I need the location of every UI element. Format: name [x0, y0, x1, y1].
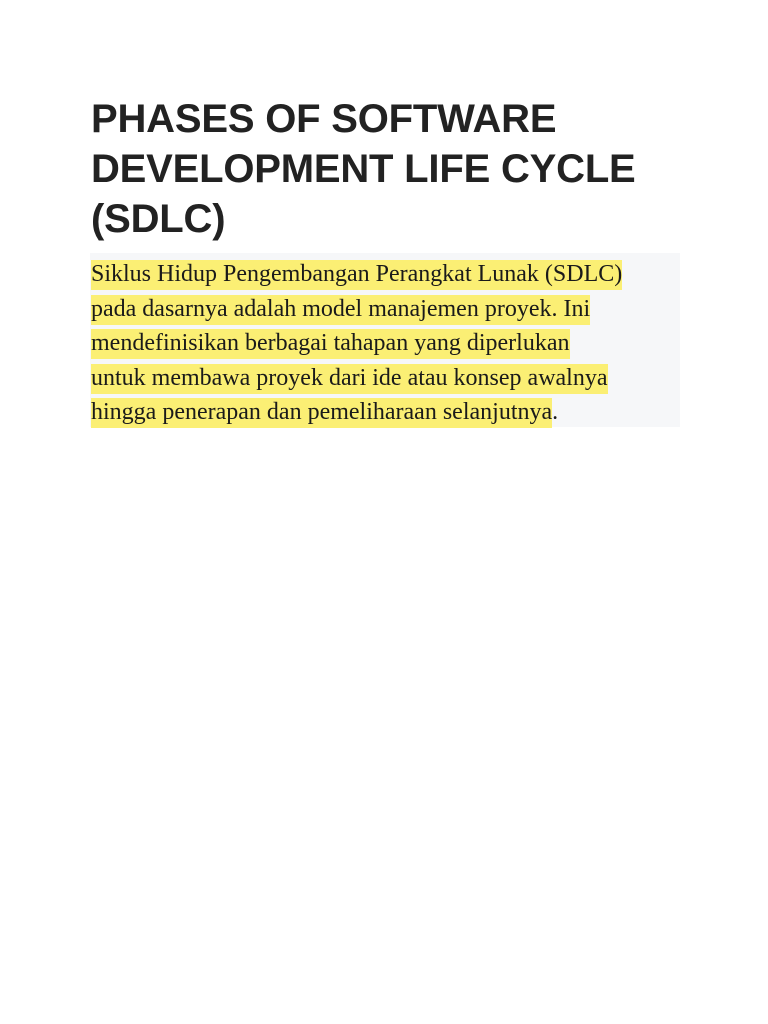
paragraph-line-3	[91, 326, 680, 361]
paragraph-line-2	[91, 292, 680, 327]
paragraph-line-5	[91, 395, 680, 430]
paragraph-block	[90, 253, 680, 427]
highlighted-text: untuk membawa proyek dari ide atau konsep awalnya	[91, 364, 608, 394]
highlighted-text: mendefinisikan berbagai tahapan yang diperlukan	[91, 329, 570, 359]
paragraph-line-1	[91, 257, 680, 292]
title-line-1: PHASES OF SOFTWARE	[91, 97, 557, 141]
body-paragraph	[90, 253, 680, 430]
title-line-2: DEVELOPMENT LIFE CYCLE	[91, 147, 636, 191]
highlighted-text: pada dasarnya adalah model manajemen proyek. Ini	[91, 295, 590, 325]
highlighted-text: Siklus Hidup Pengembangan Perangkat Lunak (SDLC)	[91, 260, 622, 290]
plain-text: .	[552, 399, 559, 425]
title-line-3: (SDLC)	[91, 197, 226, 241]
highlighted-text: hingga penerapan dan pemeliharaan selanjutnya	[91, 398, 552, 428]
paragraph-line-4	[91, 361, 680, 396]
page-title	[91, 94, 731, 244]
